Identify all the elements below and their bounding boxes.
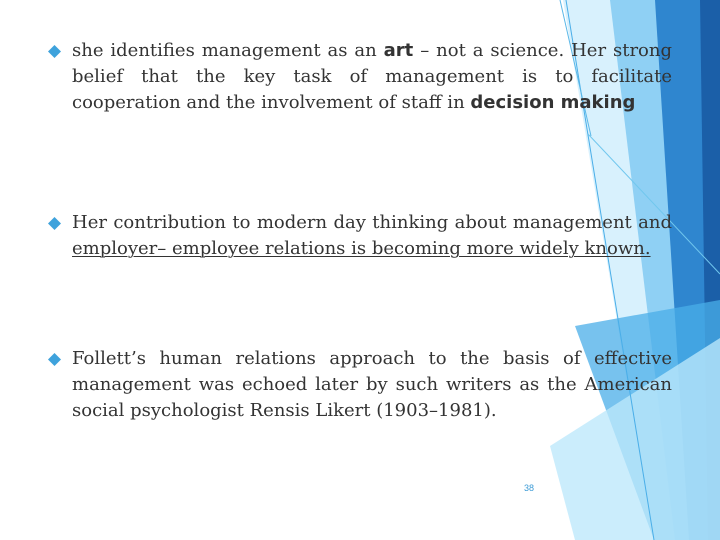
bullet-1-decision-making-term: decision making [470, 92, 636, 113]
bullet-list [48, 38, 672, 424]
bullet-item-2 [48, 210, 672, 262]
bullet-2-underlined-text: employer– employee relations is becoming more widely known. [72, 238, 651, 259]
page-number: 38 [524, 483, 535, 493]
bullet-2-text [72, 212, 672, 259]
bullet-3-text: Follett’s human relations approach to the basis of effective management was echoed later by such writers as the American social psychologist Rensis Likert (1903–1981). [72, 348, 672, 421]
diamond-bullet-icon [48, 217, 61, 230]
bullet-1-text [72, 40, 672, 113]
bullet-1-part-2: – not a science. Her strong belief that the key task of management is to facilitate cooperation and the involvement of staff in [72, 40, 672, 113]
bullet-2-part-1: Her contribution to modern day thinking about management and [72, 212, 672, 233]
bullet-item-3 [48, 346, 672, 424]
bullet-1-part-1: she identifies management as an [72, 40, 384, 61]
bullet-item-1 [48, 38, 672, 116]
diamond-bullet-icon [48, 45, 61, 58]
bullet-1-art-term: art [383, 40, 414, 61]
diamond-bullet-icon [48, 353, 61, 366]
